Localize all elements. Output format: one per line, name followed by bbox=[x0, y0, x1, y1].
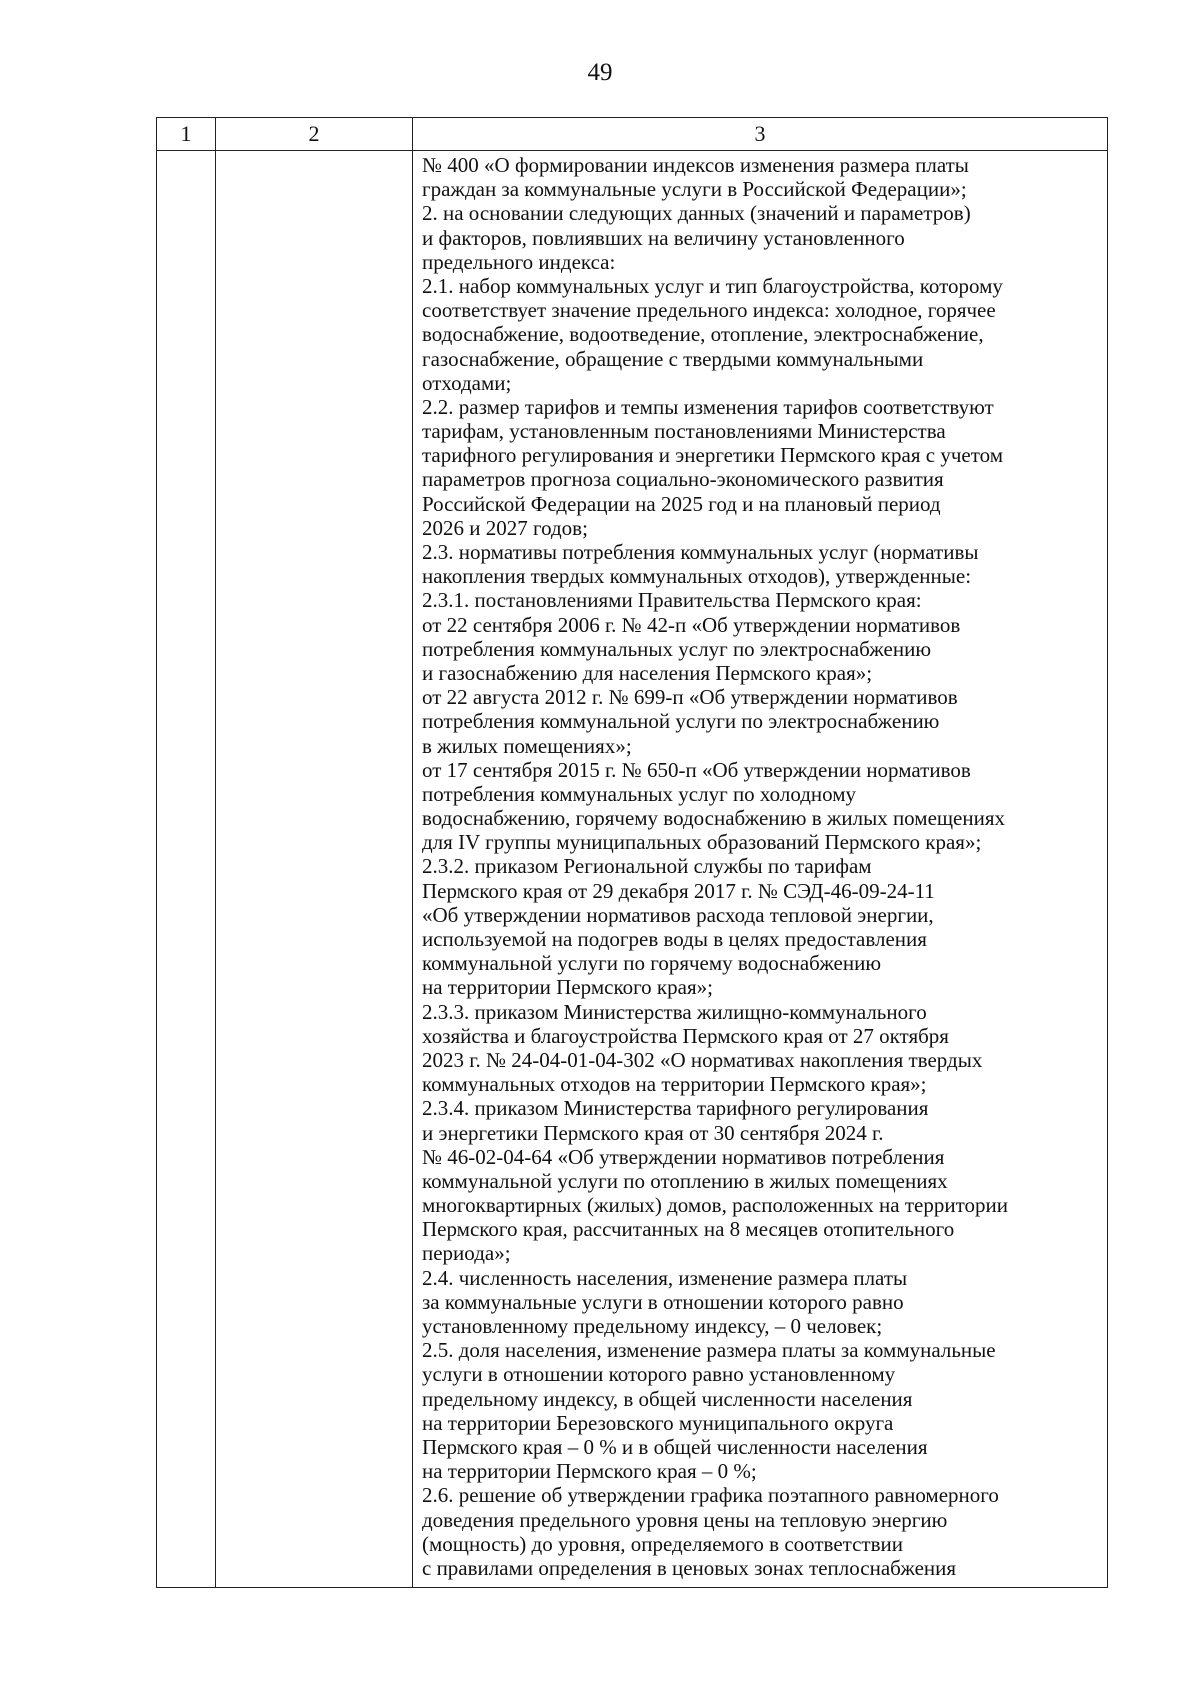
text-line: «Об утверждении нормативов расхода тепловой энергии, bbox=[422, 902, 934, 927]
text-line: на территории Пермского края»; bbox=[422, 975, 713, 1000]
text-line: услуги в отношении которого равно установленному bbox=[422, 1362, 896, 1387]
text-line: за коммунальные услуги в отношении которого равно bbox=[422, 1289, 904, 1314]
text-line: 2.5. доля населения, изменение размера платы за коммунальные bbox=[422, 1338, 996, 1363]
text-line: от 17 сентября 2015 г. № 650-п «Об утверждении нормативов bbox=[422, 757, 971, 782]
text-line: 2.6. решение об утверждении графика поэтапного равномерного bbox=[422, 1483, 999, 1508]
text-line: тарифам, установленным постановлениями Министерства bbox=[422, 419, 946, 444]
text-line: для IV группы муниципальных образований Пермского края»; bbox=[422, 830, 982, 855]
text-line: накопления твердых коммунальных отходов), утвержденные: bbox=[422, 564, 972, 589]
text-line: газоснабжение, обращение с твердыми коммунальными bbox=[422, 346, 924, 371]
page-number: 49 bbox=[587, 59, 613, 86]
text-line: водоснабжению, горячему водоснабжению в жилых помещениях bbox=[422, 806, 1006, 831]
text-line: Пермского края от 29 декабря 2017 г. № СЭД-46-09-24-11 bbox=[422, 878, 935, 903]
column-1-cell bbox=[157, 151, 216, 1588]
text-line: периода»; bbox=[422, 1241, 511, 1266]
text-line: 2.3.3. приказом Министерства жилищно-коммунального bbox=[422, 999, 927, 1024]
text-line: с правилами определения в ценовых зонах теплоснабжения bbox=[422, 1555, 957, 1580]
text-line: параметров прогноза социально-экономического развития bbox=[422, 467, 944, 492]
text-line: 2. на основании следующих данных (значений и параметров) bbox=[422, 201, 971, 226]
column-3-cell bbox=[413, 151, 1108, 1588]
text-line: Пермского края – 0 % и в общей численности населения bbox=[422, 1434, 928, 1459]
text-line: отходами; bbox=[422, 370, 512, 395]
text-line: 2.1. набор коммунальных услуг и тип благоустройства, которому bbox=[422, 273, 1003, 298]
text-line: потребления коммунальных услуг по электроснабжению bbox=[422, 636, 932, 661]
text-line: потребления коммунальной услуги по электроснабжению bbox=[422, 709, 940, 734]
text-line: хозяйства и благоустройства Пермского края от 27 октября bbox=[422, 1023, 949, 1048]
text-line: установленному предельному индексу, – 0 человек; bbox=[422, 1314, 883, 1338]
text-line: и энергетики Пермского края от 30 сентября 2024 г. bbox=[422, 1120, 884, 1145]
text-line: Российской Федерации на 2025 год и на плановый период bbox=[422, 491, 941, 516]
table-row bbox=[157, 151, 1108, 1588]
column-3-text bbox=[422, 153, 1101, 1580]
text-line: коммунальных отходов на территории Пермского края»; bbox=[422, 1072, 927, 1097]
text-line: 2.3. нормативы потребления коммунальных услуг (нормативы bbox=[422, 540, 979, 564]
text-line: 2.3.4. приказом Министерства тарифного регулирования bbox=[422, 1096, 929, 1121]
table-header-row bbox=[157, 118, 1108, 151]
text-line: на территории Березовского муниципального округа bbox=[422, 1410, 894, 1435]
text-line: 2.4. численность населения, изменение размера платы bbox=[422, 1265, 908, 1290]
text-line: на территории Пермского края – 0 %; bbox=[422, 1459, 757, 1484]
text-line: коммунальной услуги по горячему водоснабжению bbox=[422, 951, 882, 976]
text-line: тарифного регулирования и энергетики Пермского края с учетом bbox=[422, 443, 1004, 468]
text-line: коммунальной услуги по отоплению в жилых помещениях bbox=[422, 1168, 948, 1193]
column-header-2: 2 bbox=[216, 118, 413, 151]
text-line: многоквартирных (жилых) домов, расположенных на территории bbox=[422, 1193, 1008, 1218]
text-line: от 22 августа 2012 г. № 699-п «Об утверждении нормативов bbox=[422, 685, 958, 710]
text-line: соответствует значение предельного индекса: холодное, горячее bbox=[422, 298, 996, 323]
column-header-3: 3 bbox=[413, 118, 1108, 151]
text-line: от 22 сентября 2006 г. № 42-п «Об утверждении нормативов bbox=[422, 612, 961, 637]
column-2-cell bbox=[216, 151, 413, 1588]
text-line: в жилых помещениях»; bbox=[422, 733, 632, 758]
text-line: граждан за коммунальные услуги в Российской Федерации»; bbox=[422, 177, 967, 202]
text-line: (мощность) до уровня, определяемого в соответствии bbox=[422, 1531, 903, 1556]
text-line: и газоснабжению для населения Пермского края»; bbox=[422, 660, 873, 685]
text-line: № 46-02-04-64 «Об утверждении нормативов потребления bbox=[422, 1144, 945, 1169]
text-line: 2026 и 2027 годов; bbox=[422, 515, 588, 540]
document-table bbox=[156, 117, 1108, 1588]
text-line: используемой на подогрев воды в целях предоставления bbox=[422, 927, 927, 951]
text-line: предельному индексу, в общей численности населения bbox=[422, 1386, 913, 1411]
text-line: 2.3.1. постановлениями Правительства Пермского края: bbox=[422, 588, 922, 613]
text-line: потребления коммунальных услуг по холодному bbox=[422, 781, 857, 806]
text-line: водоснабжение, водоотведение, отопление, электроснабжение, bbox=[422, 322, 984, 347]
text-line: предельного индекса: bbox=[422, 249, 616, 274]
text-line: Пермского края, рассчитанных на 8 месяцев отопительного bbox=[422, 1217, 955, 1242]
text-line: 2.3.2. приказом Региональной службы по тарифам bbox=[422, 854, 872, 879]
text-line: и факторов, повлиявших на величину установленного bbox=[422, 225, 905, 250]
text-line: 2.2. размер тарифов и темпы изменения тарифов соответствуют bbox=[422, 394, 994, 419]
text-line: № 400 «О формировании индексов изменения размера платы bbox=[422, 153, 969, 177]
text-line: доведения предельного уровня цены на тепловую энергию bbox=[422, 1507, 948, 1532]
text-line: 2023 г. № 24-04-01-04-302 «О нормативах накопления твердых bbox=[422, 1047, 983, 1072]
column-header-1: 1 bbox=[157, 118, 216, 151]
